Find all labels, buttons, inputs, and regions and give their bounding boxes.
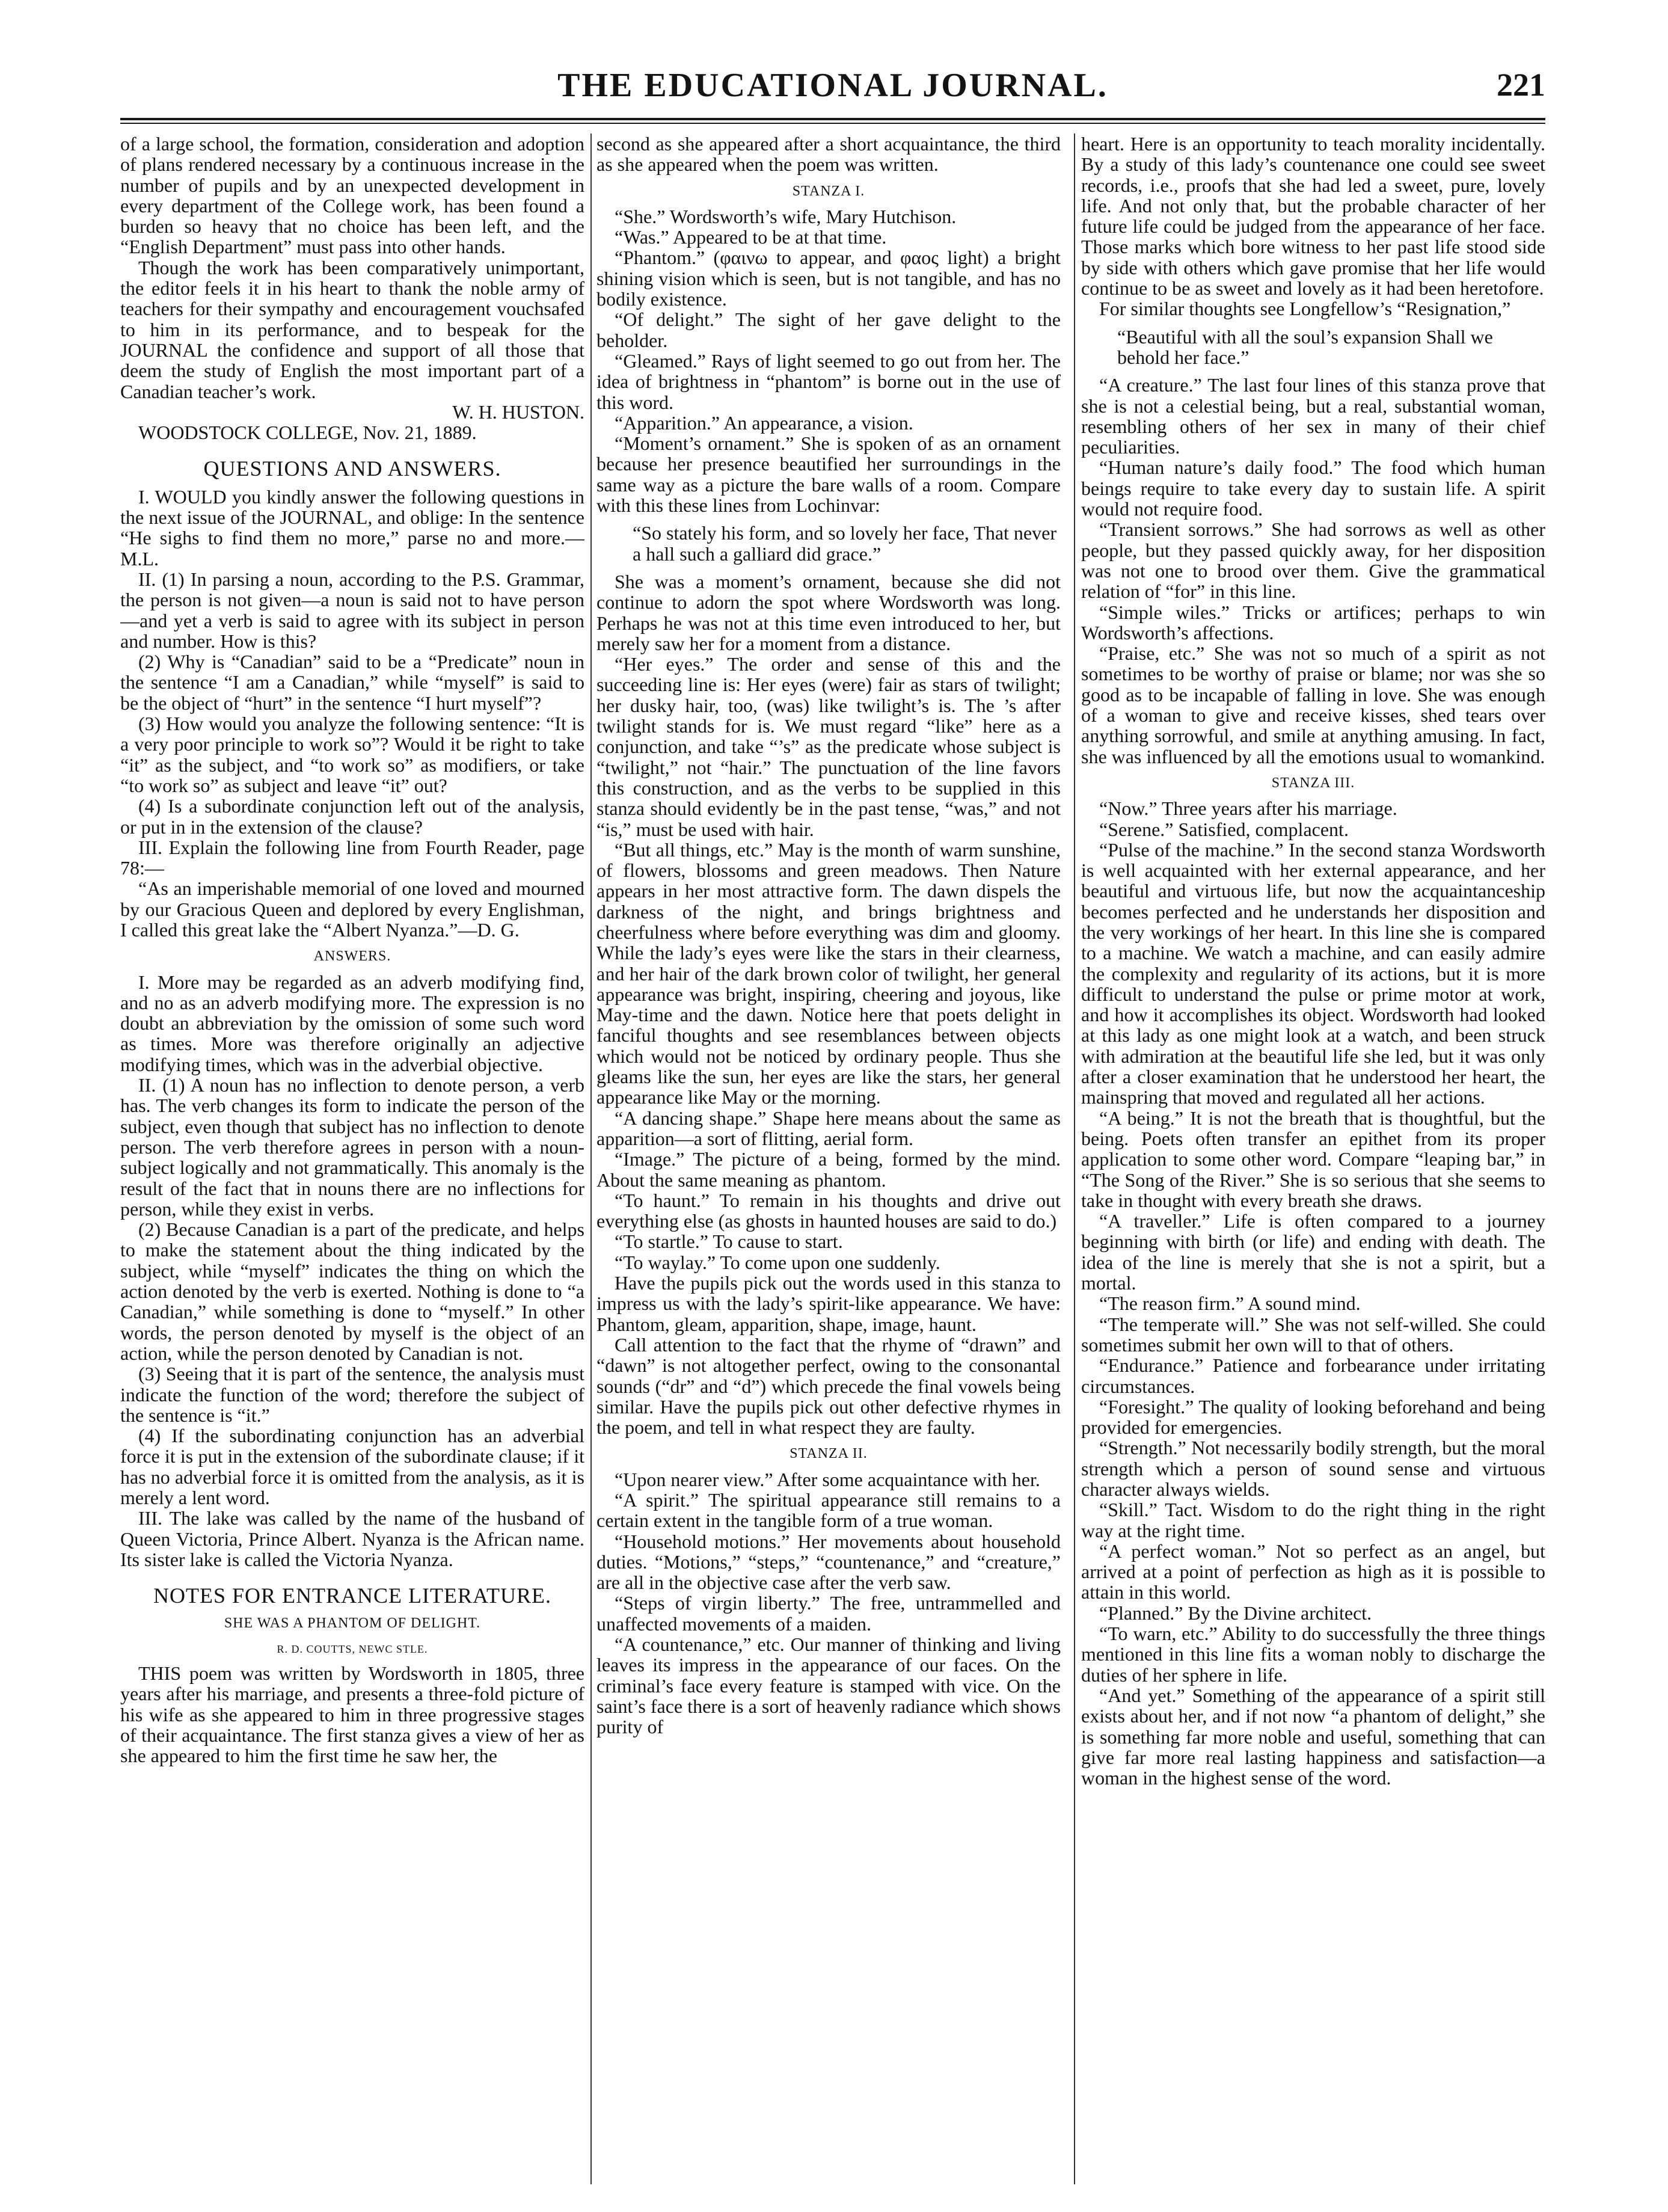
dateline: WOODSTOCK COLLEGE, Nov. 21, 1889. [138,422,477,444]
paragraph: For similar thoughts see Longfellow’s “Resignation,” [1099,298,1511,320]
note: “Her eyes.” The order and sense of this and the succeeding line is: Her eyes (were) fair as stars of twilight; her dusky hair, too, (was) like twilight’s is. The ’s after twilight stands for is. We must regard “like” here as a conjunction, and take “’s” as the predicate whose subject is “twilight,” not “hair.” The punctuation of the line favors this construction, and as the verbs to be supplied in this stanza should evidently be in the past tense, “was,” and not “is,” must be used with hair. [596,653,1061,840]
note: “A creature.” The last four lines of this stanza prove that she is not a celestial being, but a real, substantial woman, resembling others of her sex in many of their chief peculiarities. [1081,374,1545,458]
stanza-heading: STANZA II. [790,1446,868,1462]
header-rule [120,118,1545,124]
question: (4) Is a subordinate conjunction left out of the analysis, or put in in the extension of the clause? [120,795,584,838]
byline: R. D. COUTTS, NEWC STLE. [277,1642,428,1655]
note: “A traveller.” Life is often compared to a journey beginning with birth (or life) and ending with death. The idea of the line is merely that she is not a spirit, but a mortal. [1081,1210,1545,1294]
paragraph: THIS poem was written by Wordsworth in 1805, three years after his marriage, and presents a three-fold picture of his wife as she appeared to him in three progressive stages of their acquaintance. The first stanza gives a view of her as she appeared to him the first time he saw her, the [120,1662,584,1767]
note: “Pulse of the machine.” In the second stanza Wordsworth is well acquainted with her external appearance, and her beautiful and virtuous life, but now the acquaintanceship becomes perfected and he understands her disposition and the very workings of her heart. In this line she is compared to a machine. We watch a machine, and can easily admire the complexity and regularity of its actions, but it is more difficult to understand the pulse or prime motor at work, and how it accomplishes its object. Wordsworth had looked at this lady as one might look at a watch, and been struck with admiration at the beautiful life she led, but it was only after a closer examination that he understood her heart, the mainspring that moved and regulated all her actions. [1081,838,1545,1108]
column-left [120,134,584,2190]
note: “The reason firm.” A sound mind. [1099,1292,1361,1315]
verse-quote: “Beautiful with all the soul’s expansion Shall we behold her face.” [1117,325,1493,368]
note: “Moment’s ornament.” She is spoken of as an ornament because her presence beautified her surroundings in the same way as a picture the bare walls of a room. Compare with this these lines from Lochinvar: [596,432,1061,517]
note: “Transient sorrows.” She had sorrows as well as other people, but they passed quickly away, for her disposition was not one to brood over them. Give the grammatical relation of “for” in this line. [1081,518,1545,603]
note: “Apparition.” An appearance, a vision. [615,411,913,434]
note: “A perfect woman.” Not so perfect as an angel, but arrived at a point of perfection as high as it is possible to attain in this world. [1081,1540,1545,1603]
note: “Human nature’s daily food.” The food which human beings require to take every day to sustain life. A spirit would not require food. [1081,456,1545,520]
note: “Phantom.” (φαινω to appear, and φαος light) a bright shining vision which is seen, but is not tangible, and has no bodily existence. [596,247,1061,310]
note: “A being.” It is not the breath that is thoughtful, but the being. Poets often transfer an epithet from its proper application to some other word. Compare “leaping bar,” in “The Song of the River.” She is so serious that she seems to take in thought with every breath she draws. [1081,1107,1545,1211]
note: “A spirit.” The spiritual appearance still remains to a certain extent in the tangible form of a true woman. [596,1489,1061,1532]
note: “She.” Wordsworth’s wife, Mary Hutchison. [615,205,957,227]
answer: III. The lake was called by the name of the husband of Queen Victoria, Prince Albert. Nyanza is the African name. Its sister lake is called the Victoria Nyanza. [120,1507,584,1570]
note: “To waylay.” To come upon one suddenly. [615,1251,940,1273]
paragraph: second as she appeared after a short acquaintance, the third as she appeared when the poem was written. [596,134,1061,176]
note: “To startle.” To cause to start. [615,1230,843,1253]
page-number: 221 [1497,67,1545,103]
answer: (3) Seeing that it is part of the sentence, the analysis must indicate the function of the word; therefore the subject of the sentence is “it.” [120,1363,584,1426]
answer: (2) Because Canadian is a part of the predicate, and helps to make the statement about the thing indicated by the subject, while “myself” indicates the thing on which the action denoted by the verb is exerted. Nothing is done to “a Canadian,” while something is done to “myself.” In other words, the person denoted by myself is the object of an action, while the person denoted by Canadian is not. [120,1218,584,1364]
note: “Gleamed.” Rays of light seemed to go out from her. The idea of brightness in “phantom” is borne out in the use of this word. [596,349,1061,413]
note: “A countenance,” etc. Our manner of thinking and living leaves its impress in the appearance of our faces. On the criminal’s face every feature is stamped with vice. On the saint’s face there is a sort of heavenly radiance which shows purity of [596,1633,1061,1738]
journal-title: THE EDUCATIONAL JOURNAL. [557,67,1108,104]
note: “Image.” The picture of a being, formed by the mind. About the same meaning as phantom. [596,1148,1061,1191]
stanza-heading: STANZA I. [792,183,865,199]
note: “Skill.” Tact. Wisdom to do the right thing in the right way at the right time. [1081,1499,1545,1541]
note: Have the pupils pick out the words used in this stanza to impress us with the lady’s spirit-like appearance. We have: Phantom, gleam, apparition, shape, image, haunt. [596,1272,1061,1335]
column-divider [1074,134,1075,2184]
note: “To haunt.” To remain in his thoughts and drive out everything else (as ghosts in haunted houses are said to do.) [596,1189,1061,1232]
column-divider [590,134,592,2184]
answer: I. More may be regarded as an adverb modifying find, and no as an adverb modifying more. The expression is no doubt an abbreviation by the omission of some such word as times. More was therefore originally an adjective modifying times, which was in the adverbial objective. [120,971,584,1075]
note: “But all things, etc.” May is the month of warm sunshine, of flowers, blossoms and green meadows. Then Nature appears in her most attractive form. The dawn dispels the darkness of the night, and brings brightness and cheerfulness where before everything was dim and gloomy. While the lady’s eyes were like the stars in their clearness, and her hair of the dark brown color of twilight, her general appearance was bright, inspiring, cheering and joyous, like May-time and the dawn. Notice here that poets delight in fanciful thoughts and see resemblances between objects which would not be noticed by ordinary people. Thus she gleams like the sun, her eyes are like the stars, her general appearance like May or the morning. [596,838,1061,1108]
poem-title: SHE WAS A PHANTOM OF DELIGHT. [224,1615,481,1632]
note: “Endurance.” Patience and forbearance under irritating circumstances. [1081,1354,1545,1397]
page-header [120,66,1545,114]
column-right [1081,134,1545,2190]
question: II. (1) In parsing a noun, according to the P.S. Grammar, the person is not given—a noun is said not to have person—and yet a verb is said to agree with its subject in person and number. How is this? [120,568,584,652]
paragraph: Though the work has been comparatively unimportant, the editor feels it in his heart to thank the noble army of teachers for their sympathy and encouragement vouchsafed to him in its performance, and to bespeak for the JOURNAL the confidence and support of all those that deem the study of English the most important part of a Canadian teacher’s work. [120,256,584,402]
note: “Simple wiles.” Tricks or artifices; perhaps to win Wordsworth’s affections. [1081,601,1545,644]
answer: II. (1) A noun has no inflection to denote person, a verb has. The verb changes its form to indicate the person of the subject, even though that subject has no inflection to denote person. The verb therefore agrees in person with a noun-subject logically and not grammatically. This anomaly is the result of the fact that in nouns there are no inflections for person, while they exist in verbs. [120,1074,584,1220]
note: “A dancing shape.” Shape here means about the same as apparition—a sort of flitting, aerial form. [596,1107,1061,1149]
note: “And yet.” Something of the appearance of a spirit still exists about her, and if not now “a phantom of delight,” she is something far more noble and useful, something that can give far more real lasting happiness and satisfaction—a woman in the highest sense of the word. [1081,1684,1545,1789]
note: “Planned.” By the Divine architect. [1099,1602,1372,1624]
note: “To warn, etc.” Ability to do successfully the three things mentioned in this line fits a woman nobly to discharge the duties of her sphere in life. [1081,1623,1545,1686]
question: III. Explain the following line from Fourth Reader, page 78:— [120,836,584,879]
note: “Household motions.” Her movements about household duties. “Motions,” “steps,” “countenance,” and “creature,” are all in the objective case after the verb saw. [596,1530,1061,1594]
question-quote: “As an imperishable memorial of one loved and mourned by our Gracious Queen and deplored by every Englishman, I called this great lake the “Albert Nyanza.”—D. G. [120,877,584,941]
answer: (4) If the subordinating conjunction has an adverbial force it is put in the extension of the subordinate clause; if it has no adverbial force it is omitted from the analysis, as it is merely a lent word. [120,1425,584,1508]
note: Call attention to the fact that the rhyme of “drawn” and “dawn” is not altogether perfect, owing to the consonantal sounds (“dr” and “d”) which precede the final vowels being similar. Have the pupils pick out other defective rhymes in the poem, and tell in what respect they are faulty. [596,1333,1061,1439]
question: (2) Why is “Canadian” said to be a “Predicate” noun in the sentence “I am a Canadian,” while “myself” is said to be the object of “hurt” in the sentence “I hurt myself”? [120,651,584,714]
question: I. WOULD you kindly answer the following questions in the next issue of the JOURNAL, and oblige: In the sentence “He sighs to find them no more,” parse no and more.—M.L. [120,485,584,570]
editor-signature: W. H. HUSTON. [452,401,584,423]
note: “Steps of virgin liberty.” The free, untrammelled and unaffected movements of a maiden. [596,1592,1061,1635]
note: “Upon nearer view.” After some acquaintance with her. [615,1468,1040,1490]
paragraph: of a large school, the formation, consideration and adoption of plans rendered necessary by a continuous increase in the number of pupils and by an unexpected development in every department of the College work, has been found a burden so heavy that no choice has been left, and the “English Department” must pass into other hands. [120,134,584,258]
stanza-heading: STANZA III. [1271,775,1355,791]
note: “Was.” Appeared to be at that time. [615,226,887,248]
answers-heading: ANSWERS. [313,948,391,965]
note: “Strength.” Not necessarily bodily strength, but the moral strength which a person of sound sense and virtuous character always wields. [1081,1437,1545,1500]
section-heading: QUESTIONS AND ANSWERS. [203,456,501,481]
paragraph: heart. Here is an opportunity to teach morality incidentally. By a study of this lady’s countenance one could see sweet records, i.e., proofs that she had led a sweet, pure, lovely life. And not only that, but the probable character of her future life could be judged from the appearance of her face. Those marks which bore witness to her past life stood side by side with others which gave promise that her life would continue to be as sweet and lovely as it had been heretofore. [1081,134,1545,300]
note: She was a moment’s ornament, because she did not continue to adorn the spot where Wordsworth was long. Perhaps he was not at this time even introduced to her, but merely saw her for a moment from a distance. [596,570,1061,654]
question: (3) How would you analyze the following sentence: “It is a very poor principle to work so”? Would it be right to take “it” as the subject, and “to work so” as modifiers, or take “to work so” as subject and leave “it” out? [120,713,584,796]
note: “Foresight.” The quality of looking beforehand and being provided for emergencies. [1081,1395,1545,1439]
note: “Praise, etc.” She was not so much of a spirit as not sometimes to be worthy of praise or blame; nor was she so good as to be incapable of falling in love. She was enough of a woman to give and receive kisses, shed tears over anything sorrowful, and smile at anything amusing. In fact, she was influenced by all the emotions usual to womankind. [1081,642,1545,767]
note: “Of delight.” The sight of her gave delight to the beholder. [596,309,1061,351]
note: “Now.” Three years after his marriage. [1099,797,1397,820]
section-heading: NOTES FOR ENTRANCE LITERATURE. [153,1584,551,1608]
note: “Serene.” Satisfied, complacent. [1099,818,1349,840]
column-middle [596,134,1061,2190]
verse-quote: “So stately his form, and so lovely her face, That never a hall such a galliard did grace.” [633,522,1056,565]
note: “The temperate will.” She was not self-willed. She could sometimes submit her own will to that of others. [1081,1313,1545,1356]
